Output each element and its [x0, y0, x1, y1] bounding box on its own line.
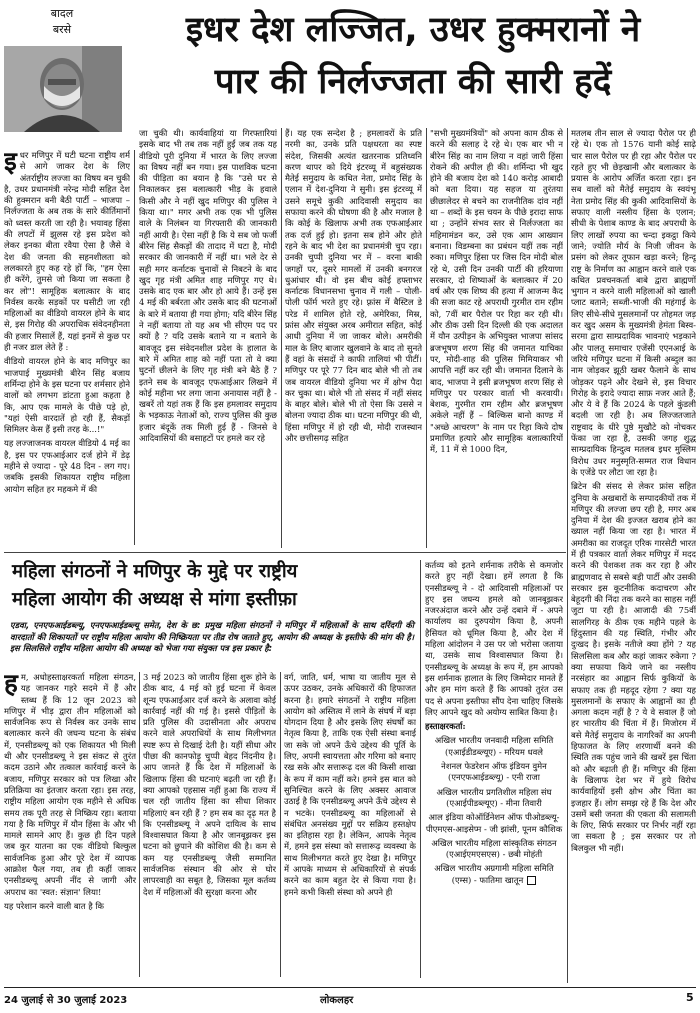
signatory-1: अखिल भारतीय जनवादी महिला समिति (एआईडीडब्ल्यूए) - मरियम धवले [434, 735, 554, 757]
article1-col5-text: मतलब तीन साल से ज्यादा पैरोल पर ही रहे थे। एक तो 1576 यानी कोई साढ़े चार साल पैरोल पर ही रहा और पैरोल पर रहते हुए भी छेड़खानी और बलात्कार के प्रयास के आरोप अर्जित करता रहा। इन सब वालों को मैतेई समुदाय के स्वयंभू नेता प्रमोद सिंह की कुकी आदिवासियों के सफाए वाली नस्लीय हिंसा के एलान; सीधी के पेशाब काण्ड के बाद अपराधी के लिए लाखों रुपया का चन्दा इकट्ठा किये जाने; ज्योति मौर्य के निजी जीवन के प्रसंग को लेकर तूफान खड़ा करने; हिन्दू राष्ट्र के निर्माण का आह्वान करने वाले एक कथित प्रवचनकर्ता बाबे द्वारा ब्राह्मणों भुगान न करने वाली महिलाओं को खाली प्लाट बताने; सब्जी-भाजी की महंगाई के लिए सीधे-सीधे मुसलमानों पर तोहमत जड़ कर खुद असम के मुख्यमंत्री हेमंता बिस्व-सरमा द्वारा साम्प्रदायिक भावनाएं भड़काने और पालतू समाचार एजेंसी एएनआई के जरिये मणिपुर घटना में किसी अब्दुल का नाम जोड़कर झूठी खबर फैलाने के साथ जोड़कर पढ़ने और देखने से, इस विचार गिरोह के इरादे ज्यादा साफ़ नजर आते हैं; और ये वे हैं कि 2024 के पहले कुंडली बदली जा रही है। अब लिज्जतजाते राष्ट्रवाद के धीरे पुष्ठे मुखौटे को नोचकर फेंका जा रहा है, उसकी जगह शुद्ध साम्प्रदायिक हिन्दुत्व मतलब इधर मुस्लिम विरोध उधर मनुस्मृति-सम्मत राज विधान के एजेंडे पर लौटा जा रहा है। [571, 128, 696, 477]
article1-col1 [4, 150, 130, 550]
article2-col2-text: 3 मई 2023 को जातीय हिंसा शुरू होने के ठीक बाद, 4 मई को हुई घटना में केवल शून्य एफआईआर दर्ज करने के अलावा कोई कार्रवाई नहीं की गई है। इससे पीड़ितों के प्रति पुलिस की उदासीनता और अपराध करने वाले अपराधियों के साथ मिलीभगत स्पष्ट रूप से दिखाई देती है। यहीं सीधा और पीछा की कानफोड़ू चुप्पी बेहद निंदनीय है। आप जानते हैं कि देश में महिलाओं के खिलाफ हिंसा की घटनाएं बढ़ती जा रही हैं। क्या आपको एहसास नहीं हुआ कि राज्य में चल रही जातीय हिंसा का सीधा शिकार महिलाएं बन रही हैं ? हम सब का दृढ़ मत है कि एनसीडब्ल्यू ने अपने दायित्व के साथ विश्वासघात किया है और जानबूझकर इस घटना को छुपाने की कोशिश की है। कम से कम यह एनसीडब्ल्यू जैसी सम्मानित सार्वजनिक संस्थान की ओर से घोर लापरवाही का सबूत है, जिसका मूल कर्तव्य देश में महिलाओं की सुरक्षा करना और [143, 672, 276, 897]
article1-col4-text: "सभी मुख्यमंत्रियों" को अपना काम ठीक से करने की सलाह दे रहे थे। एक बार भी न बीरेन सिंह का नाम लिया न वहां जारी हिंसा रोकने की अपील ही की। शर्मिन्दा भी खुद होने की बजाय देश को 140 करोड़ आबादी को बता दिया। यह सहज या तुरंतया छीछालेदर से बचने का राजनीतिक दांव नहीं था – शब्दों के इस चयन के पीछे इरादा साफ था ; उन्होंने संभव स्तर से निर्लज्जता का महिमामंडन कर, उसे एक आम आख्यान बनाना। विडम्बना का प्रबंधन यहीं तक नहीं रुका। मणिपुर हिंसा पर जिस दिन मोदी बोल रहे थे, उसी दिन उनकी पार्टी की हरियाणा सरकार, दो शिष्याओं के बलात्कार में 20 वर्ष और एक शिष्य की हत्या में आजन्म कैद की सजा काट रहे अपराधी गुरमीत राम रहीम को, 7वीं बार पैरोल पर रिहा कर रही थी। और ठीक उसी दिन दिल्ली की एक अदालत में यौन उत्पीड़न के अभियुक्त भाजपा सांसद ब्रजभूषण शरण सिंह की जमानत याचिका पर, मोदी-शाह की पुलिस मिमियाकर भी आपत्ति नहीं कर रही थी। जमानत दिलाने के बाद, भाजपा ने इसी ब्रजभूषण शरण सिंह से मणिपुर पर परकार वार्ता भी करवायी। बेशक, गुरमीत राम रहीम और ब्रजभूषण अकेले नहीं हैं – बिल्किस बानो काण्ड में "अच्छे आचरण" के नाम पर रिहा किये दोष प्रमाणित हत्यारे और सामूहिक बलात्कारियों में, 11 में से 1000 दिन, [430, 128, 563, 455]
column-rule [134, 150, 135, 545]
article2-col1-p2: यह परेशान करने वाली बात है कि [4, 900, 104, 911]
article1-col1-p2: वीडियो वायरल होने के बाद मणिपुर का भाजपाई मुख्यमंत्री बीरेन सिंह बजाय शर्मिन्दा होने के इस घटना पर शर्मसार होने वालों को लगभग डांटता हुआ कहता है कि, आप एक मामले के पीछे पड़े हो, "यहां ऐसी वारदातें हो रही हैं, सैकड़ों सिमिलर केस हैं इसी तरह के...!" [4, 356, 130, 435]
signatory-5: अखिल भारतीय महिला सांस्कृतिक संगठन (एआईएमएसएस) - छबी मोहंती [431, 837, 557, 860]
main-headline-line1: इधर देश लज्जित, उधर हुक्मरानों ने [185, 10, 641, 50]
end-mark-icon [527, 876, 536, 885]
footer-rule [4, 987, 696, 988]
column-rule [420, 560, 421, 978]
signatory-6-text: अखिल भारतीय अग्रगामी महिला समिति (एम्स) - फातिमा खातून [434, 863, 554, 885]
signatory-4: आल इंडिया कोऑर्डिनेशन ऑफ पीओडब्ल्यू-पीएमएस-आइसेप्म - जी झांसी, पूनम कौशिक [425, 812, 563, 834]
article2-intro: एडवा, एनएफआईडब्ल्यू, एनएफआईडब्ल्यू समेत, देश के छ: प्रमुख महिला संगठनों ने मणिपुर में महिलाओं के साथ दरिंदगी की वारदातों की शिकायतों पर राष्ट्रीय महिला आयोग की निष्क्रियता पर तीव्र रोष जताते हुए, आयोग की अध्यक्ष के इस्तीफे की मांग की है। इस सिलसिले राष्ट्रीय महिला आयोग की अध्यक्ष को भेजा गया संयुक्त पत्र इस प्रकार है: [10, 620, 414, 654]
article1-col3 [285, 128, 422, 548]
article2-col1-p1: म, अधोहस्ताक्षरकर्ता महिला संगठन, यह जानकर गहरे सदमे में हैं और स्तब्ध हैं कि 12 जून 2023 को मणिपुर में भीड़ द्वारा तीन महिलाओं को सार्वजनिक रूप से निर्वस्त्र कर उनके साथ बलात्कार करने की जघन्य घटना के संबंध में, एनसीडब्ल्यू को एक शिकायत भी मिली थी और एनसीडब्ल्यू ने इस संकट से तुरंत कदम उठाने और तत्काल कार्रवाई करने के बजाय, मणिपुर सरकार को पत्र लिखा और प्रतिक्रिया का इंतजार करता रहा। इस तरह, राष्ट्रीय महिला आयोग एक महीने से अधिक समय तक पूरी तरह से निष्क्रिय रहा। बताया गया है कि मणिपुर में यौन हिंसा के और भी मामले सामने आए हैं। कुछ ही दिन पहले जब कूर यातना का एक वीडियो बिल्कुल सार्वजनिक हुआ और पूरे देश में व्यापक आक्रोश फैल गया, तब ही कहीं जाकर एनसीडब्ल्यू अपनी नींद से जागी और अपराध का 'स्वत: संज्ञान' लिया! [4, 672, 136, 897]
article2-col2 [143, 672, 276, 982]
signatory-6 [425, 863, 563, 886]
author-first-name: बादल [50, 7, 74, 20]
article2-col4-p1: कर्तव्य को इतने शर्मनाक तरीके से कमजोर करते हुए नहीं देखा। हमें लगता है कि एनसीडब्ल्यू ने - दो आदिवासी महिलाओं पर हुए इस जघन्य हमले को जानबूझकर नजरअंदाज करने और उन्हें दबाने में - अपने कार्यालय का दुरुपयोग किया है, अपनी हैसियत को धूमिल किया है, और देश में महिला आंदोलन ने उस पर जो भरोसा जताया था, उसके साथ विश्वासघात किया है। एनसीडब्ल्यू के अध्यक्ष के रूप में, हम आपको इस शर्मनाक हालात के लिए जिम्मेदार मानते हैं और हम मांग करते हैं कि आपको तुरंत उस पद से अपना इस्तीफा सौंप देना चाहिए जिसके लिए आपने खुद को अयोग्य साबित किया है। [425, 560, 563, 717]
article2-col3 [284, 672, 416, 982]
article1-col3-text: हैं। यह एक सन्देश है ; हमलावरों के प्रति नरमी का, उनके प्रति पक्षधरता का स्पष्ट संदेश, जिसकी अत्यंत खतरनाक प्रतिध्वनि करण थापर को दिये इंटरव्यू में बहुसंख्यक मैतेई समुदाय के कथित नेता, प्रमोद सिंह के एलान में देश-दुनिया ने सुनी। इस इंटरव्यू में उसने समूचे कुकी आदिवासी समुदाय का सफाया करने की घोषणा की है और मजाल है कि कोई के खिलाफ अभी तक एफआईआर तक दर्ज हुई हो। इतना सब होने और होते रहने के बाद भी देश का प्रधानमंत्री चुप रहा। उनकी चुप्पी दुनिया भर में – वरना बाकी जगहों पर, दूसरे मामलों में उनकी बनगरज धुआंधार थी। वो इस बीच कोई हफ्ताभर कर्नाटक विधानसभा चुनाव में गली – पोली-पोली फॉर्म भरते हुए रहे। फ़्रांस में बैस्टिल डे परेड में शामिल होते रहे, अमेरिका, मिस्र, फ्रांस और संयुक्त अरब अमीरात सहित, कोई आधी दुनिया में जा जाकर बोले। अमरीकी माल के लिए बाजार खुलवाने के बाद तो सुनते हैं वहां के संसदों ने काफी तालियां भी पीटीं। मणिपुर पर पूरे 77 दिन बाद बोले भी तो तब जब वायरल वीडियो दुनिया भर में क्षोभ पैदा कर चुका था। बोले भी तो संसद में नहीं संसद के बाहर बोले। बोले भी तो ऐसा कि उससे न बोलना ज्यादा ठीक था। घटना मणिपुर की थी, हिंसा मणिपुर में हो रही थी, मोदी राजस्थान और छत्तीसगढ़ सहित [285, 128, 422, 444]
article2-headline-line2: महिला आयोग की अध्यक्ष से मांगा इस्तीफ़ा [12, 589, 297, 610]
author-byline [4, 6, 120, 38]
article1-dropcap: इ [4, 150, 17, 177]
main-headline-line2: पार की निर्लज्जता की सारी हदें [214, 62, 612, 102]
article2-headline-line1: महिला संगठनों ने मणिपुर के मुद्दे पर राष्ट्रीय [12, 561, 298, 582]
article2-col1 [4, 672, 136, 982]
article1-col2-text: जा चुकी थी। कार्यवाहियां या गिरफ्तारियां इसके बाद भी तब तक नहीं हुईं जब तक यह वीडियो पूरी दुनिया में भारत के लिए लज्जा का विषय नहीं बन गया। इस पाशविक घटना की पीड़िता का बयान है कि "उसे घर से निकालकर इस बलात्कारी भीड़ के हवाले किसी और ने नहीं खुद मणिपुर की पुलिस ने किया था।" मगर अभी तक एक भी पुलिस वाले के निलंबन या गिरफ्तारी की जानकारी नहीं आयी है। ऐसा नहीं है कि ये सब जो फर्जी बीरेन सिंह सैकड़ों की तादाद में घटा है, मोदी सरकार की जानकारी में नहीं था। भले देर से सही मगर कर्नाटक चुनावों से निबटने के बाद खुद गृह मंत्री अमित शाह मणिपुर गए थे। उसके बाद एक बार और हो आये हैं। उन्हें इस 4 मई की बर्बरता और उसके बाद की घटनाओं के बारे में बताया ही गया होगा; यदि बीरेन सिंह ने नहीं बताया तो यह अब भी सीएम पद पर क्यों है ? यदि उसके बताने या न बताने के बावजूद इस संवेदनशील प्रदेश के हालात के बारे में अमित शाह को नहीं पता तो वे क्या घुटनों छीलने के लिए गृह मंत्री बने बैठे हैं ? इतने सब के बावजूद एफआईआर लिखने में कोई महीना भर लगा जाना अनायास नहीं है - खबरें तो यहां तक हैं कि इस हमलावर समुदाय के भड़काऊ नेताओं को, राज्य पुलिस की कुछ हजार बंदूकें तक मिली हुई हैं - जिनसे वे आदिवासियों की बसाहटों पर हमले कर रहे [139, 128, 277, 444]
footer-date: 24 जुलाई से 30 जुलाई 2023 [4, 995, 128, 1006]
column-rule [281, 128, 282, 548]
article1-col1-p3: यह लज्जाजनक वायरल वीडियो 4 मई का है, इस पर एफआईआर दर्ज होने में डेढ़ महीने से ज्यादा - पूरे 48 दिन - लग गए। जबकि इसकी शिकायत राष्ट्रीय महिला आयोग सहित हर महकमे में की [4, 438, 130, 494]
column-rule [139, 672, 140, 977]
footer-paper-name: लोकलहर [320, 995, 354, 1006]
column-rule [426, 128, 427, 548]
author-portrait-image [4, 46, 122, 132]
signatory-2: नेशनल फेडरेशन ऑफ इंडियन वुमेन (एनएफआईडब्ल्यू) - एनी राजा [441, 761, 547, 783]
article1-col1-p1: धर मणिपुर में घटी घटना राष्ट्रीय शर्म से आगे जाकर देश के लिए अंतर्राष्ट्रीय लज्जा का विषय बन चुकी है, उधर प्रधानमंत्री नरेन्द्र मोदी सहित देश की हुक्मरान बनी बैठी पार्टी – भाजपा – निर्लज्जता के अब तक के सारे कीर्तिमानों को ध्वस्त करती जा रही है। भयावह हिंसा की लपटों में झुलस रहे इस प्रदेश को लेकर इनका बीता रवैया ऐसा है जैसे वे देश की जनता की सहनशीलता को ललकारते हुए कह रहे हों कि, "हम ऐसा ही करेंगे, तुमसे जो किया जा सकता है कर लो"! सामूहिक बलात्कार के बाद निर्वस्त्र करके सड़कों पर घसीटी जा रही महिलाओं का वीडियो वायरल होने के बाद से, इस गिरोह की अपराधिक संवेदनहीनता की हजार मिसालें हैं, यहां इनमें से कुछ पर ही नजर डाल लेते हैं : [4, 150, 130, 353]
footer-page-number: 5 [686, 991, 694, 1004]
article1-col4 [430, 128, 563, 548]
section-divider [4, 552, 566, 553]
article1-col5 [571, 128, 696, 984]
signatories-title: हस्ताक्षरकर्ता: [425, 721, 466, 732]
column-rule [567, 128, 568, 983]
signatory-3: अखिल भारतीय प्रगतिशील महिला संघ (एआईपीडब्ल्यूए) - मीना तिवारी [436, 786, 552, 808]
article2-col3-text: वर्ग, जाति, धर्म, भाषा या जातीय मूल से ऊपर उठकर, उनके अधिकारों की हिफाजत करना है। हमारे संगठनों ने राष्ट्रीय महिला आयोग को अस्तित्व में लाने के संघर्ष में बड़ा योगदान दिया है और इसके लिए संघर्षों का नेतृत्व किया है, ताकि एक ऐसी संस्था बनाई जा सके जो अपने ऊँचे उद्देश्य की पूर्ति के लिए, अपनी स्वायत्तता और गरिमा को बनाए रख सके और सत्तारूढ़ दल की किसी शाखा के रूप में काम नहीं करे। हमने इस बात को सुनिश्चित करने के लिए अक्सर आवाज उठाई है कि एनसीडब्ल्यू अपने ऊँचे उद्देश्य से न भटके। एनसीडब्ल्यू का महिलाओं से संबंधित अनसंख्य मुद्दों पर सक्रिय हस्तक्षेप का इतिहास रहा है। लेकिन, आपके नेतृत्व में, हमने इस संस्था को सत्तारूढ़ व्यवस्था के साथ मिलीभगत करते हुए देखा है। मणिपुर में आपके माध्यम से अधिकारियों से संपर्क करने का काम बहुत देर से किया गया है। हमने कभी किसी संस्था को अपने ही [284, 672, 416, 897]
author-last-name: बरसे [52, 23, 72, 36]
main-headline [128, 4, 698, 108]
author-photo [4, 46, 122, 132]
article2-col4 [425, 560, 563, 984]
article2-dropcap: ह [4, 672, 18, 699]
column-rule [280, 672, 281, 977]
article1-col2 [139, 128, 277, 548]
article1-col5b-text: ब्रिटेन की संसद से लेकर फ्रांस सहित दुनिया के अखबारों के सम्पादकीयों तक में मणिपुर की लज्जा छप रही है, मगर अब दुनिया में देश की इज्जत खराब होने का ख्याल नहीं किया जा रहा है। भारत में अमरीका का राजदूत एरिक गारसेटी भारत में ही पत्रकार वार्ता लेकर मणिपुर में मदद करने की पेशकश तक कर रहा है और ब्राह्मणवाद से सबसे बड़ी पार्टी और उसकी सरकार इस कूटनीतिक कदाचरण और बेहूदगी की निंदा तक करने का साहस नहीं जुटा पा रही है। आजादी की 75वीं सालगिरह के ठीक एक महीने पहले के हिंदुस्तान की यह स्थिति, गंभीर और दुःखद है। इसके नतीजे क्या होंगे ? यह सिलसिला कब और कहां जाकर रुकेगा ? क्या सफाया किये जाने का नस्लीय नरसंहार का आह्वान सिर्फ कुकियों के सफाए तक ही महदूद रहेगा ? क्या यह मुसलमानों के सफाए के आह्वानों का ही अगला कदम नहीं है ? ये वे सवाल हैं जो हर भारतीय की चिंता में हैं। मिजोरम में बसे मैतेई समुदाय के नागरिकों का अपनी हिफाजत के लिए शरणार्थी बनने की स्थिति तक पहुंच जाने की खबरें इस चिंता को और बढ़ाती ही हैं। मणिपुर की हिंसा के खिलाफ देश भर में हुये विरोध कार्यवाहियों इसी क्षोभ और चिंता का इजहार हैं। लोग समझ रहे हैं कि देश और उसमें बसी जनता की एकता की सलामती के लिए, सिर्फ सरकार पर निर्भर नहीं रहा जा सकता है ; इस सरकार पर तो बिलकुल भी नहीं। [571, 481, 696, 853]
